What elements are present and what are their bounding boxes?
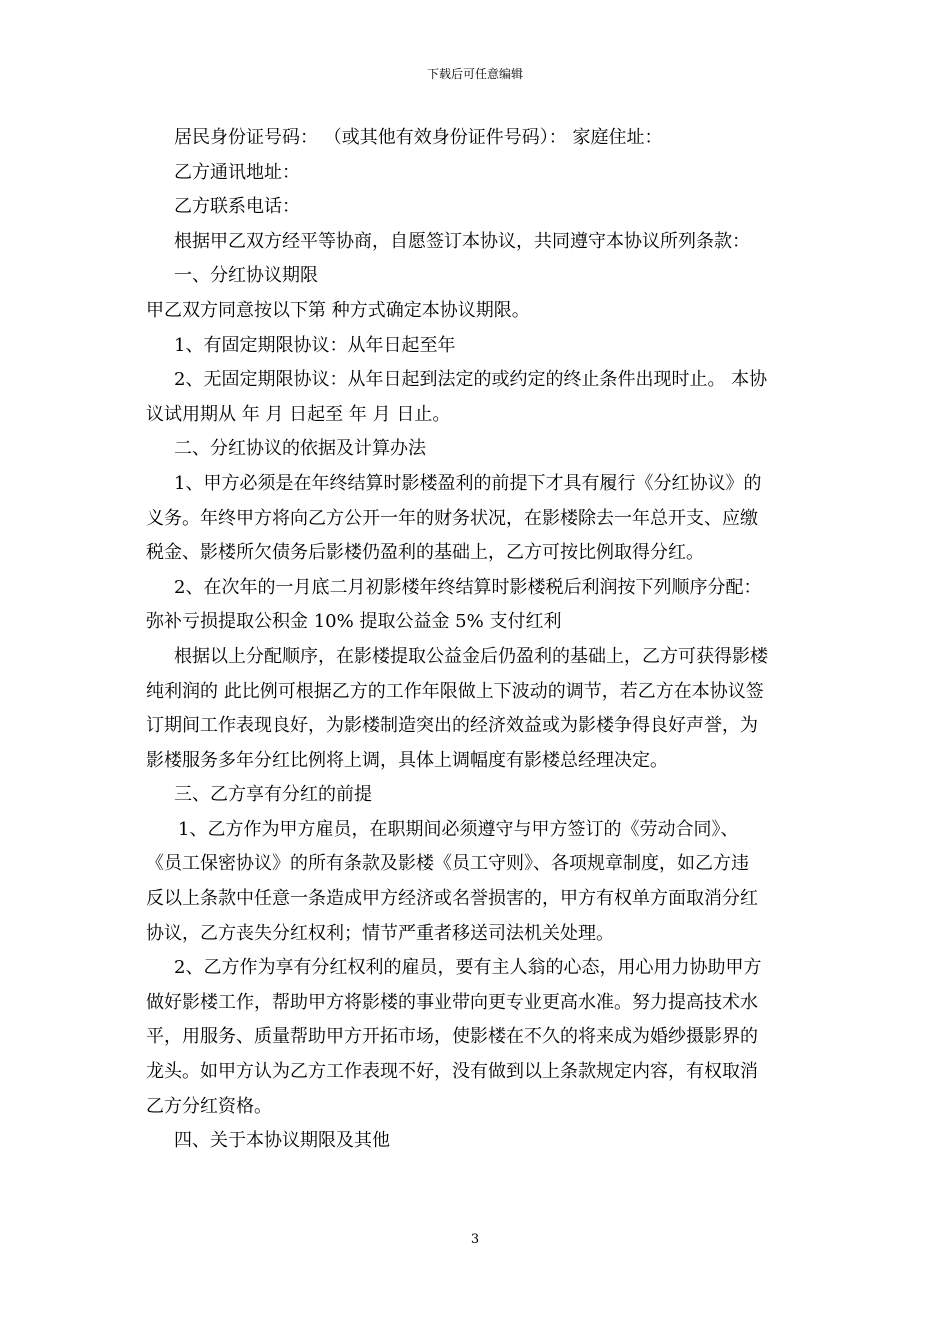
section-heading: 二、分红协议的依据及计算办法 [174,438,426,460]
text-line: 根据甲乙双方经平等协商，自愿签订本协议，共同遵守本协议所列条款： [174,230,750,252]
text-line: 义务。年终甲方将向乙方公开一年的财务状况，在影楼除去一年总开支、应缴 [146,507,758,529]
document-body [146,121,806,1159]
text-line: 居民身份证号码： （或其他有效身份证件号码）： 家庭住址： [174,127,663,148]
text-line: 乙方分红资格。 [146,1095,272,1117]
text-line: 反以上条款中任意一条造成甲方经济或名誉损害的，甲方有权单方面取消分红 [146,888,758,910]
text-line: 甲乙双方同意按以下第 种方式确定本协议期限。 [146,299,530,321]
text-line: 1、甲方必须是在年终结算时影楼盈利的前提下才具有履行《分红协议》的 [174,472,762,494]
text-line: 做好影楼工作，帮助甲方将影楼的事业带向更专业更高水准。努力提高技术水 [146,991,758,1013]
text-line: 税金、影楼所欠债务后影楼仍盈利的基础上，乙方可按比例取得分红。 [146,542,704,564]
text-line: 乙方联系电话： [174,196,300,218]
text-line: 根据以上分配顺序，在影楼提取公益金后仍盈利的基础上，乙方可获得影楼 [174,645,768,667]
text-line: 1、乙方作为甲方雇员，在职期间必须遵守与甲方签订的《劳动合同》、 [178,818,739,840]
page-header: 下载后可任意编辑 [426,67,523,81]
text-line: 影楼服务多年分红比例将上调，具体上调幅度有影楼总经理决定。 [146,749,668,771]
text-line: 乙方通讯地址： [174,161,300,183]
section-heading: 四、关于本协议期限及其他 [174,1130,390,1152]
section-heading: 一、分红协议期限 [174,265,318,287]
text-line: 协议，乙方丧失分红权利；情节严重者移送司法机关处理。 [146,922,614,944]
page-number: 3 [470,1232,480,1247]
text-line: 1、有固定期限协议：从年日起至年 [174,334,456,356]
section-heading: 三、乙方享有分红的前提 [174,784,372,806]
text-line: 《员工保密协议》的所有条款及影楼《员工守则》、各项规章制度，如乙方违 [146,853,749,875]
text-line: 龙头。如甲方认为乙方工作表现不好，没有做到以上条款规定内容，有权取消 [146,1061,758,1083]
text-line: 订期间工作表现良好，为影楼制造突出的经济效益或为影楼争得良好声誉，为 [146,715,758,737]
text-line: 弥补亏损提取公积金 10% 提取公益金 5% 支付红利 [146,611,562,633]
text-line: 议试用期从 年 月 日起至 年 月 日止。 [146,403,451,425]
text-line: 2、在次年的一月底二月初影楼年终结算时影楼税后利润按下列顺序分配： [174,576,762,598]
text-line: 纯利润的 此比例可根据乙方的工作年限做上下波动的调节，若乙方在本协议签 [146,680,764,702]
text-line: 2、乙方作为享有分红权利的雇员，要有主人翁的心态，用心用力协助甲方 [174,957,762,979]
text-line: 平，用服务、质量帮助甲方开拓市场，使影楼在不久的将来成为婚纱摄影界的 [146,1026,758,1048]
text-line: 2、无固定期限协议：从年日起到法定的或约定的终止条件出现时止。 本协 [174,369,768,391]
